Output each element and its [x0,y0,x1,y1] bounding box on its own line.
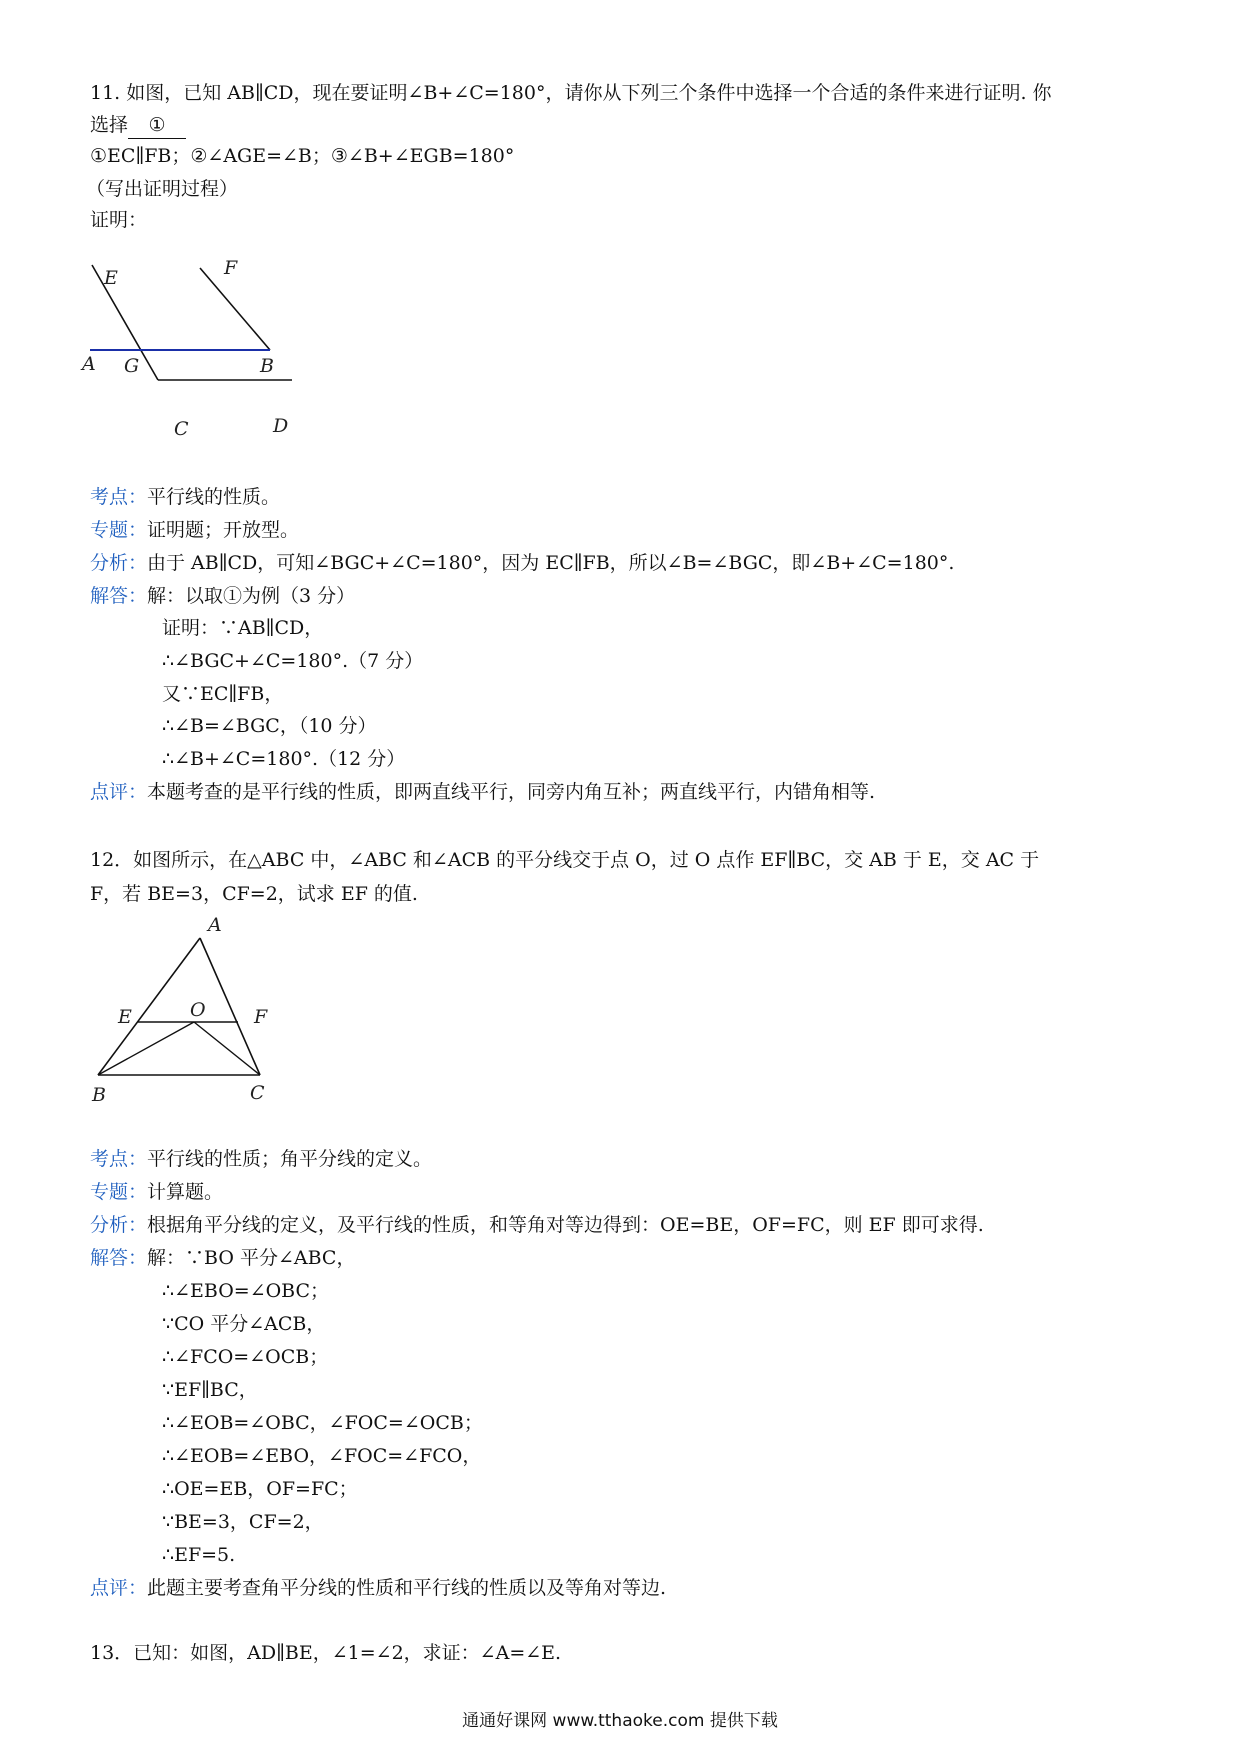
zhuanti-label: 专题： [90,1181,148,1203]
jieda-label: 解答： [90,1247,148,1269]
label-F: F [254,1006,268,1028]
dianping-text: 本题考查的是平行线的性质，即两直线平行，同旁内角互补；两直线平行，内错角相等. [147,781,876,803]
q11-jieda-line-6: ∴∠B+∠C=180°.（12 分） [162,748,406,770]
label-O: O [190,999,206,1021]
q12-stem-line1: 12．如图所示，在△ABC 中，∠ABC 和∠ACB 的平分线交于点 O，过 O 点作 EF∥BC，交 AB 于 E，交 AC 于 [90,849,1040,871]
q11-options: ①EC∥FB；②∠AGE=∠B；③∠B+∠EGB=180° [90,145,515,167]
q11-jieda-line-5: ∴∠B=∠BGC，（10 分） [162,715,377,737]
label-E: E [118,1006,132,1028]
label-B: B [92,1084,106,1106]
q12-jieda-line-2: ∴∠EBO=∠OBC； [162,1280,330,1302]
side-AB [98,938,200,1075]
fenxi-text: 根据角平分线的定义，及平行线的性质，和等角对等边得到：OE=BE，OF=FC，则 EF 即可求得. [147,1214,984,1236]
q12-jieda-line-7: ∴∠EOB=∠EBO，∠FOC=∠FCO， [162,1445,482,1467]
q11-stem-line2 [90,112,186,139]
q12-jieda-line-10: ∴EF=5. [162,1544,236,1566]
label-D: D [273,415,289,437]
q11-figure [80,250,310,450]
label-B: B [260,355,274,377]
q12-kaodian [90,1146,432,1172]
q12-jieda-line-4: ∴∠FCO=∠OCB； [162,1346,329,1368]
fenxi-label: 分析： [90,552,148,574]
q11-proof-label: 证明： [90,209,148,231]
fenxi-label: 分析： [90,1214,148,1236]
q12-jieda [90,1245,355,1271]
zhuanti-text: 计算题。 [147,1181,224,1203]
q12-jieda-line-6: ∴∠EOB=∠OBC，∠FOC=∠OCB； [162,1412,483,1434]
q11-jieda [90,583,355,609]
q11-jieda-line-4: 又∵EC∥FB， [162,683,284,705]
q12-dianping [90,1575,666,1601]
kaodian-label: 考点： [90,486,148,508]
kaodian-text: 平行线的性质。 [147,486,281,508]
label-C: C [250,1082,265,1104]
segment-CO [194,1022,260,1075]
dianping-label: 点评： [90,781,148,803]
label-A: A [208,914,222,936]
q12-jieda-line-9: ∵BE=3，CF=2， [162,1511,324,1533]
q12-jieda-line-5: ∵EF∥BC， [162,1379,258,1401]
label-E: E [104,267,118,289]
segment-BO [98,1022,194,1075]
jieda-line-1: 解：以取①为例（3 分） [147,585,356,607]
line-FB [200,268,270,350]
side-AC [200,938,260,1075]
q11-note: （写出证明过程） [86,178,239,200]
q11-stem-line1: 11. 如图，已知 AB∥CD，现在要证明∠B+∠C=180°，请你从下列三个条件中选择一个合适的条件来进行证明. 你 [90,82,1052,104]
kaodian-label: 考点： [90,1148,148,1170]
q12-jieda-line-3: ∵CO 平分∠ACB， [162,1313,326,1335]
q11-zhuanti [90,517,299,543]
q12-zhuanti [90,1179,223,1205]
q12-stem-line2: F，若 BE=3，CF=2，试求 EF 的值. [90,883,418,905]
dianping-label: 点评： [90,1577,148,1599]
q11-jieda-line-3: ∴∠BGC+∠C=180°.（7 分） [162,650,424,672]
q11-dianping [90,779,875,805]
page-footer: 通通好课网 www.tthaoke.com 提供下载 [462,1711,778,1731]
label-F: F [224,257,238,279]
q11-kaodian [90,484,280,510]
q11-fenxi [90,550,954,576]
dianping-text: 此题主要考查角平分线的性质和平行线的性质以及等角对等边. [147,1577,667,1599]
fenxi-text: 由于 AB∥CD，可知∠BGC+∠C=180°，因为 EC∥FB，所以∠B=∠BGC，即∠B+∠C=180°. [147,552,955,574]
jieda-line-1: 解：∵BO 平分∠ABC， [147,1247,356,1269]
q12-fenxi [90,1212,984,1238]
zhuanti-text: 证明题；开放型。 [147,519,300,541]
label-A: A [82,353,96,375]
q13-stem: 13．已知：如图，AD∥BE，∠1=∠2，求证：∠A=∠E. [90,1642,562,1664]
q11-jieda-line-2: 证明：∵AB∥CD， [162,617,324,639]
kaodian-text: 平行线的性质；角平分线的定义。 [147,1148,433,1170]
zhuanti-label: 专题： [90,519,148,541]
label-G: G [124,355,140,377]
q11-answer-blank: ① [128,112,186,139]
q12-figure [86,910,286,1110]
jieda-label: 解答： [90,585,148,607]
q12-jieda-line-8: ∴OE=EB，OF=FC； [162,1478,358,1500]
label-C: C [174,418,189,440]
q11-choose-label: 选择 [90,114,129,136]
